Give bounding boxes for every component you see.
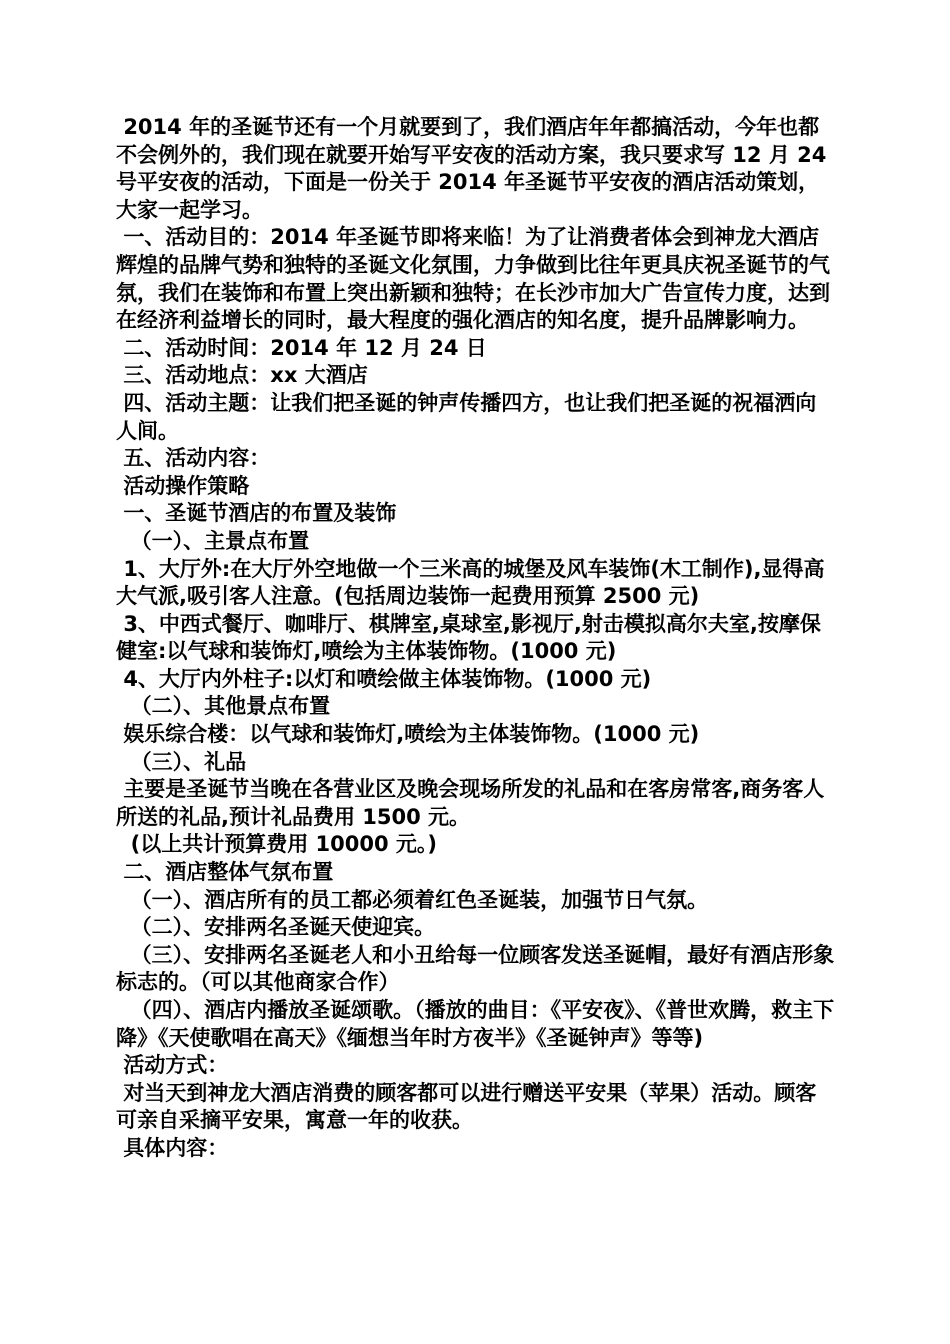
decoration-heading: 一、圣诞节酒店的布置及装饰 — [116, 501, 397, 526]
gifts-heading: （三）、礼品 — [116, 749, 247, 774]
document-body — [116, 114, 836, 1163]
entertainment-item: 娱乐综合楼：以气球和装饰灯,喷绘为主体装饰物。(1000 元) — [116, 722, 700, 747]
section-location: 三、活动地点：xx 大酒店 — [116, 363, 368, 388]
section-theme: 四、活动主题：让我们把圣诞的钟声传播四方，也让我们把圣诞的祝福洒向人间。 — [116, 390, 817, 443]
intro-paragraph: 2014 年的圣诞节还有一个月就要到了，我们酒店年年都搞活动，今年也都不会例外的，我们现在就要开始写平安夜的活动方案，我只要求写 12 月 24 号平安夜的活动，下面是一份关于 2014 年圣诞节平安夜的酒店活动策划，大家一起学习。 — [116, 115, 834, 222]
budget-total: (以上共计预算费用 10000 元。) — [116, 832, 438, 857]
other-scenes-heading: （二）、其他景点布置 — [116, 694, 331, 719]
main-scene-heading: （一）、主景点布置 — [116, 528, 310, 553]
atmosphere-item-3: （三）、安排两名圣诞老人和小丑给每一位顾客发送圣诞帽，最好有酒店形象标志的。（可以其他商家合作） — [116, 942, 835, 995]
activity-method-heading: 活动方式： — [116, 1053, 229, 1078]
atmosphere-heading: 二、酒店整体气氛布置 — [116, 860, 334, 885]
details-heading: 具体内容： — [116, 1135, 229, 1160]
atmosphere-item-1: （一）、酒店所有的员工都必须着红色圣诞装，加强节日气氛。 — [116, 887, 709, 912]
atmosphere-item-2: （二）、安排两名圣诞天使迎宾。 — [116, 915, 436, 940]
atmosphere-item-4: （四）、酒店内播放圣诞颂歌。（播放的曲目：《平安夜》、《普世欢腾，救主下降》《天使歌唱在高天》《缅想当年时方夜半》《圣诞钟声》等等) — [116, 998, 835, 1050]
restaurants-item: 3、中西式餐厅、咖啡厅、棋牌室,桌球室,影视厅,射击模拟高尔夫室,按摩保健室:以气球和装饰灯,喷绘为主体装饰物。(1000 元) — [116, 611, 821, 664]
section-content-heading: 五、活动内容： — [116, 446, 271, 471]
strategy-heading: 活动操作策略 — [116, 473, 250, 498]
pillars-item: 4、大厅内外柱子:以灯和喷绘做主体装饰物。(1000 元) — [116, 666, 652, 691]
lobby-outside-item: 1、大厅外:在大厅外空地做一个三米高的城堡及风车装饰(木工制作),显得高大气派,吸引客人注意。(包括周边装饰一起费用预算 2500 元) — [116, 556, 825, 609]
section-purpose: 一、活动目的：2014 年圣诞节即将来临！为了让消费者体会到神龙大酒店辉煌的品牌气势和独特的圣诞文化氛围，力争做到比往年更具庆祝圣诞节的气氛，我们在装饰和布置上突出新颖和独特；在长沙市加大广告宣传力度，达到在经济利益增长的同时，最大程度的强化酒店的知名度，提升品牌影响力。 — [116, 225, 830, 333]
gifts-item: 主要是圣诞节当晚在各营业区及晚会现场所发的礼品和在客房常客,商务客人所送的礼品,预计礼品费用 1500 元。 — [116, 777, 825, 829]
section-time: 二、活动时间：2014 年 12 月 24 日 — [116, 335, 487, 360]
activity-method-text: 对当天到神龙大酒店消费的顾客都可以进行赠送平安果（苹果）活动。顾客可亲自采摘平安果，寓意一年的收获。 — [116, 1080, 817, 1133]
